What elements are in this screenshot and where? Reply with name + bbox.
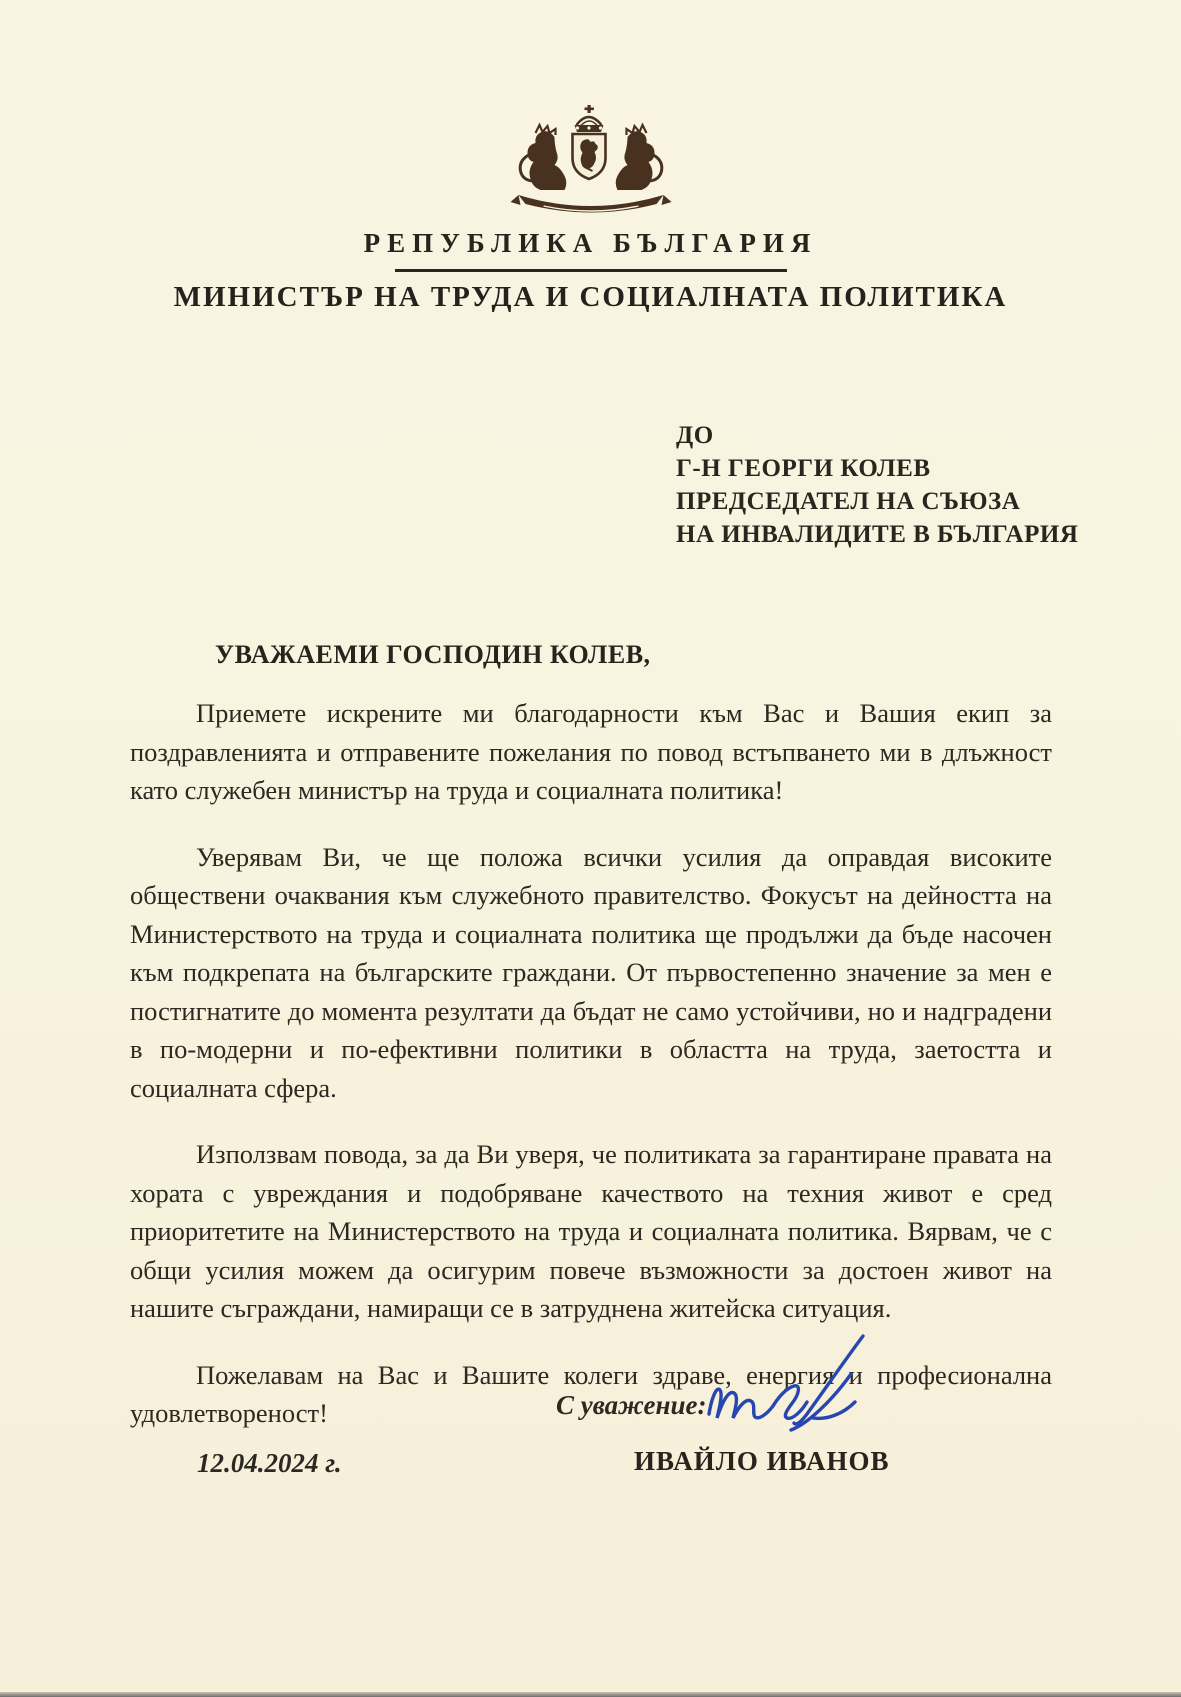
letterhead-rule bbox=[395, 269, 787, 272]
recipient-line-name: Г-Н ГЕОРГИ КОЛЕВ bbox=[676, 455, 931, 482]
recipient-line-org: НА ИНВАЛИДИТЕ В БЪЛГАРИЯ bbox=[676, 521, 1079, 548]
coat-of-arms-icon bbox=[488, 103, 693, 228]
paragraph-wishes: Пожелавам на Вас и Вашите колеги здраве, енергия и професионална удовлетвореност! bbox=[130, 1359, 1052, 1428]
recipient-block bbox=[676, 419, 1078, 551]
paragraph-thanks: Приемете искрените ми благодарности към Вас и Вашия екип за поздравленията и отправените пожелания по повод встъпването ми в длъжност като служебен министър на труда и социалната политика! bbox=[130, 698, 1052, 805]
letter-date: 12.04.2024 г. bbox=[197, 1448, 342, 1478]
paragraph-assurance: Уверявам Ви, че ще положа всички усилия да оправдая високите обществени очаквания към служебното правителство. Фокусът на дейността на Министерството на труда и социалната политика ще продължи да бъде насочен към подкрепата на българските граждани. От първостепенно значение за мен е постигнатите до момента резултати да бъдат не само устойчиви, но и надградени в по-модерни и по-ефективни политики в областта на труда, заетостта и социалната сфера. bbox=[130, 841, 1052, 1103]
letterhead-ministry: МИНИСТЪР НА ТРУДА И СОЦИАЛНАТА ПОЛИТИКА bbox=[173, 281, 1008, 313]
closing-respectfully: С уважение: bbox=[556, 1390, 707, 1420]
letter-body bbox=[130, 694, 1052, 1461]
signature-handwritten-icon bbox=[695, 1326, 890, 1456]
signatory-name: ИВАЙЛО ИВАНОВ bbox=[634, 1446, 890, 1476]
recipient-line-to: ДО bbox=[676, 422, 714, 449]
recipient-line-title: ПРЕДСЕДАТЕЛ НА СЪЮЗА bbox=[676, 488, 1021, 515]
paragraph-disability-policy: Използвам повода, за да Ви уверя, че политиката за гарантиране правата на хората с увреждания и подобряване качеството на техния живот е сред приоритетите на Министерството на труда и социалната политика. Вярвам, че с общи усилия можем да осигурим повече възможности за достоен живот на нашите съграждани, намиращи се в затруднена житейска ситуация. bbox=[130, 1139, 1052, 1323]
scan-bottom-edge bbox=[0, 1692, 1181, 1697]
salutation: УВАЖАЕМИ ГОСПОДИН КОЛЕВ, bbox=[215, 640, 651, 669]
letterhead-republic: РЕПУБЛИКА БЪЛГАРИЯ bbox=[363, 228, 818, 258]
